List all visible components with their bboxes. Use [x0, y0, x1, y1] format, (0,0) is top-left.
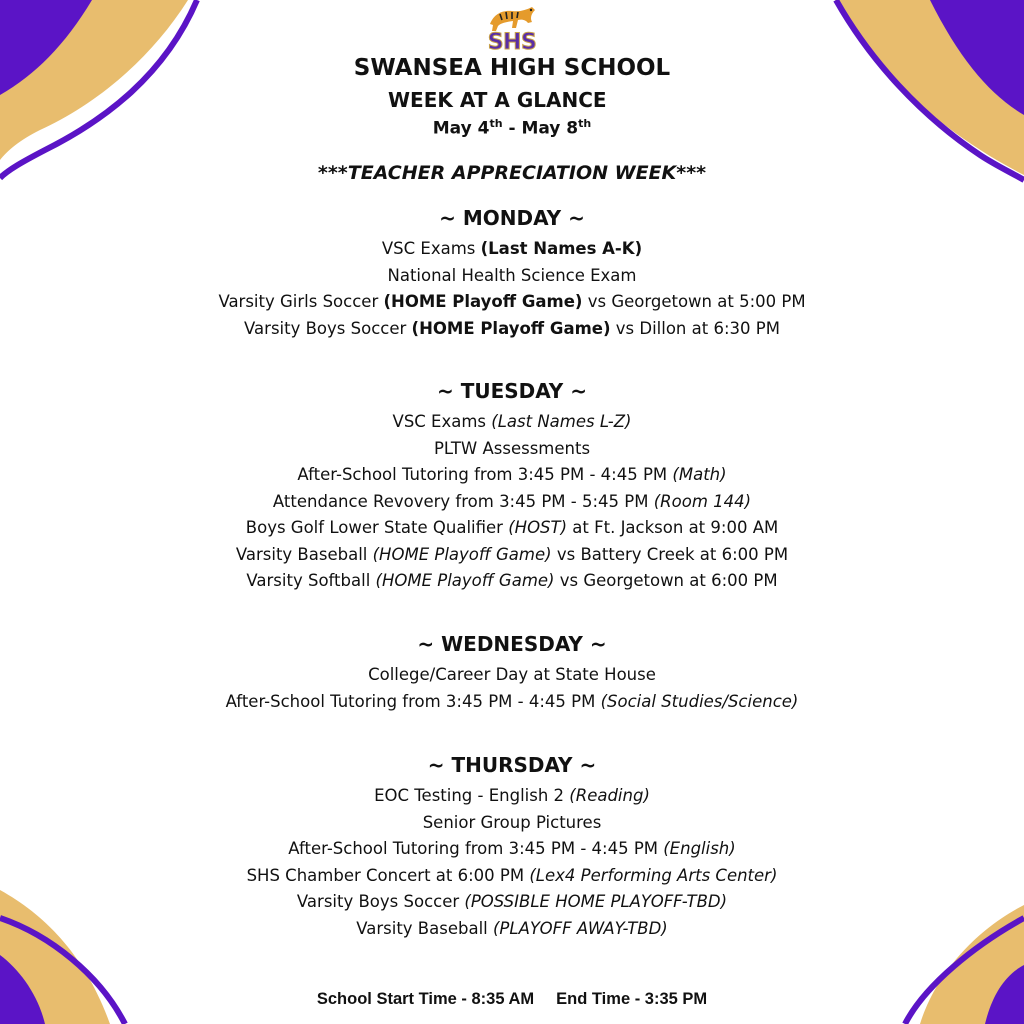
- tiger-icon: [486, 4, 538, 32]
- event-line: [0, 662, 1024, 689]
- event-line: [0, 836, 1024, 863]
- event-text-a: Attendance Revovery from 3:45 PM - 5:45 PM: [272, 491, 654, 511]
- week-theme: ***TEACHER APPRECIATION WEEK***: [317, 162, 707, 184]
- date-start-suffix: th: [489, 117, 503, 130]
- event-text-a: Varsity Girls Soccer: [218, 292, 384, 311]
- event-line: [0, 863, 1024, 890]
- event-line: [0, 889, 1024, 916]
- event-text-b: (English): [663, 839, 736, 858]
- event-text-b: (HOME Playoff Game): [411, 318, 611, 338]
- event-text-b: (Room 144): [653, 491, 752, 511]
- event-text-a: National Health Science Exam: [387, 265, 637, 285]
- event-line: [0, 462, 1024, 489]
- event-text-a: SHS Chamber Concert at 6:00 PM: [246, 865, 530, 885]
- event-line: [0, 783, 1024, 810]
- event-text-b: (PLAYOFF AWAY-TBD): [493, 918, 668, 938]
- event-line: [0, 542, 1024, 569]
- event-text-c: at Ft. Jackson at 9:00 AM: [567, 518, 779, 537]
- day-title: ~ TUESDAY ~: [436, 379, 588, 403]
- school-name: SWANSEA HIGH SCHOOL: [353, 55, 671, 81]
- event-text-a: After-School Tutoring from 3:45 PM - 4:45 PM: [297, 465, 673, 484]
- event-line: [0, 689, 1024, 716]
- event-text-a: VSC Exams: [392, 412, 492, 431]
- school-hours: [0, 990, 1024, 1009]
- day-section-monday: [0, 204, 1024, 342]
- event-text-a: VSC Exams: [381, 239, 481, 258]
- event-text-b: (HOME Playoff Game): [372, 544, 552, 564]
- event-text-c: vs Dillon at 6:30 PM: [610, 318, 780, 338]
- event-text-c: vs Georgetown at 6:00 PM: [554, 571, 778, 590]
- event-text-a: After-School Tutoring from 3:45 PM - 4:45 PM: [288, 839, 664, 858]
- event-line: [0, 515, 1024, 542]
- event-text-b: (HOST): [508, 518, 568, 537]
- event-line: [0, 263, 1024, 290]
- event-line: [0, 568, 1024, 595]
- event-text-a: Varsity Baseball: [235, 544, 373, 564]
- event-text-b: (HOME Playoff Game): [375, 571, 555, 590]
- event-line: [0, 916, 1024, 943]
- event-line: [0, 236, 1024, 263]
- date-end-suffix: th: [578, 117, 592, 130]
- event-text-a: After-School Tutoring from 3:45 PM - 4:45 PM: [225, 691, 601, 711]
- event-text-b: (Social Studies/Science): [600, 691, 799, 711]
- event-line: [0, 810, 1024, 837]
- event-text-c: vs Battery Creek at 6:00 PM: [551, 544, 789, 564]
- event-text-a: Senior Group Pictures: [422, 812, 602, 832]
- event-text-a: Varsity Boys Soccer: [244, 318, 412, 338]
- event-text-b: (Last Names L-Z): [491, 412, 632, 431]
- event-text-b: (Lex4 Performing Arts Center): [529, 865, 778, 885]
- day-title: ~ WEDNESDAY ~: [417, 632, 607, 656]
- event-text-b: (POSSIBLE HOME PLAYOFF-TBD): [464, 892, 728, 911]
- day-section-tuesday: [0, 377, 1024, 595]
- page-subtitle: WEEK AT A GLANCE: [388, 88, 607, 112]
- end-time: End Time - 3:35 PM: [556, 990, 708, 1008]
- date-range: [0, 117, 1024, 139]
- event-text-b: (Math): [672, 465, 727, 484]
- event-line: [0, 316, 1024, 343]
- event-line: [0, 289, 1024, 316]
- event-text-b: (Last Names A-K): [480, 239, 643, 258]
- event-text-a: College/Career Day at State House: [368, 665, 656, 684]
- start-time: School Start Time - 8:35 AM: [316, 990, 535, 1008]
- day-title: ~ MONDAY ~: [439, 206, 585, 230]
- day-title: ~ THURSDAY ~: [427, 753, 597, 777]
- date-start: May 4: [432, 118, 490, 139]
- event-text-a: Boys Golf Lower State Qualifier: [245, 518, 509, 537]
- day-section-wednesday: [0, 630, 1024, 715]
- logo-text: SHS: [487, 30, 537, 55]
- event-line: [0, 489, 1024, 516]
- event-text-b: (Reading): [569, 786, 650, 805]
- event-text-b: (HOME Playoff Game): [383, 292, 583, 311]
- event-line: [0, 436, 1024, 463]
- event-text-a: PLTW Assessments: [433, 438, 591, 458]
- date-separator-end: - May 8: [502, 118, 579, 139]
- event-text-c: vs Georgetown at 5:00 PM: [582, 292, 806, 311]
- event-text-a: EOC Testing - English 2: [374, 786, 570, 805]
- day-section-thursday: [0, 751, 1024, 942]
- event-line: [0, 409, 1024, 436]
- event-text-a: Varsity Softball: [246, 571, 376, 590]
- school-logo: [480, 4, 544, 56]
- event-text-a: Varsity Boys Soccer: [296, 892, 465, 911]
- event-text-a: Varsity Baseball: [356, 918, 493, 938]
